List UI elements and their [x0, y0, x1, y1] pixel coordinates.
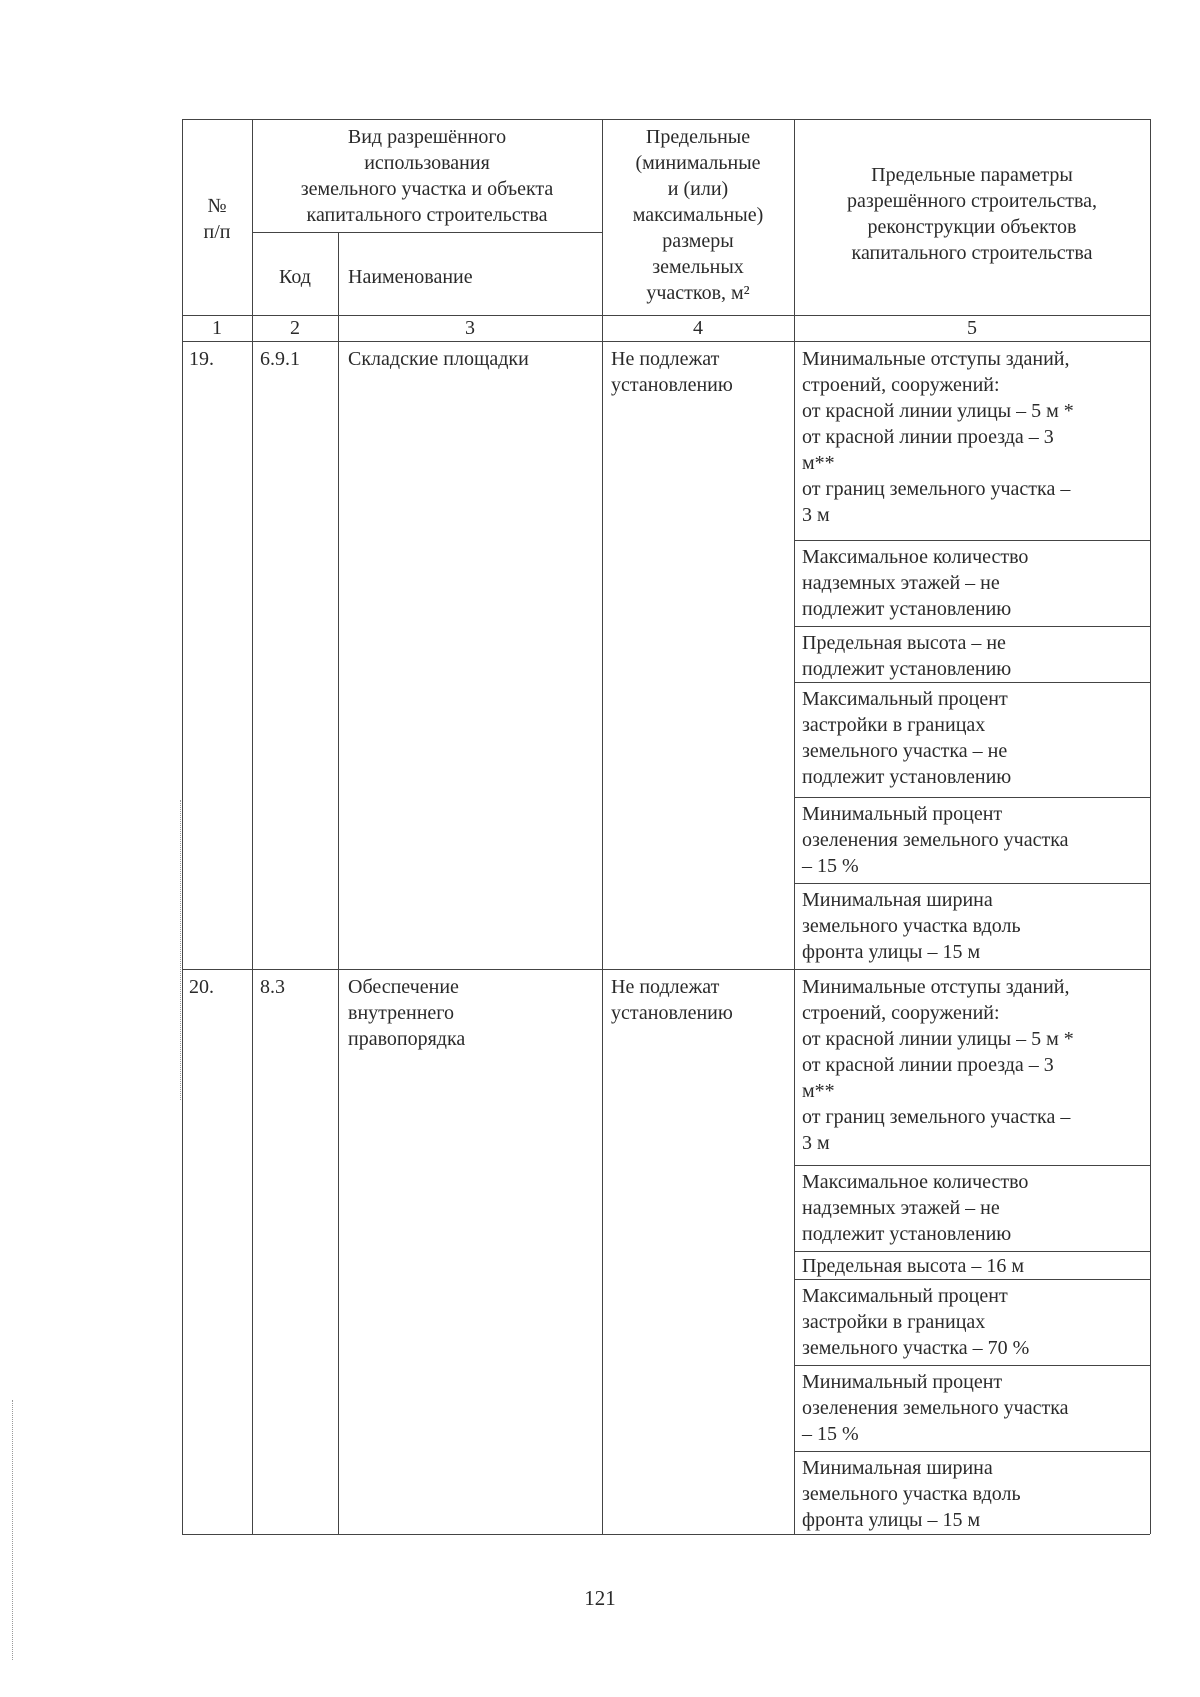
param-min-greening: Минимальный процент озеленения земельного участка – 15 % [802, 1371, 1069, 1445]
column-number-1: 1 [212, 317, 222, 339]
param-max-height: Предельная высота – 16 м [802, 1255, 1025, 1277]
row-plot-sizes: Не подлежат установлению [611, 348, 733, 396]
column-number-4: 4 [693, 317, 703, 339]
row-plot-sizes: Не подлежат установлению [611, 976, 733, 1024]
header-plot-sizes: Предельные (минимальные и (или) максимальные) размеры земельных участков, м² [632, 126, 764, 304]
column-number-2: 2 [290, 317, 300, 339]
row-name: Складские площадки [348, 348, 529, 370]
column-number-5: 5 [967, 317, 977, 339]
header-number: № п/п [203, 195, 231, 243]
row-number: 20. [189, 976, 214, 998]
param-setbacks: Минимальные отступы зданий, строений, сооружений: от красной линии улицы – 5 м * от красной линии проезда – 3 м** от границ земельного участка – 3 м [802, 348, 1074, 526]
scan-margin-mark [180, 800, 181, 1100]
param-setbacks: Минимальные отступы зданий, строений, сооружений: от красной линии улицы – 5 м * от красной линии проезда – 3 м** от границ земельного участка – 3 м [802, 976, 1074, 1154]
row-number: 19. [189, 348, 214, 370]
row-code: 8.3 [260, 976, 285, 998]
row-code: 6.9.1 [260, 348, 300, 370]
page-number: 121 [584, 1586, 616, 1610]
header-permitted-use: Вид разрешённого использования земельного участка и объекта капитального строительства [300, 126, 554, 226]
row-name: Обеспечение внутреннего правопорядка [348, 976, 466, 1050]
column-number-3: 3 [465, 317, 475, 339]
param-max-coverage: Максимальный процент застройки в границах земельного участка – не подлежит установлению [802, 688, 1012, 788]
param-max-height: Предельная высота – не подлежит установлению [802, 632, 1012, 680]
param-max-floors: Максимальное количество надземных этажей – не подлежит установлению [802, 1171, 1029, 1245]
header-name: Наименование [348, 266, 473, 288]
param-min-greening: Минимальный процент озеленения земельного участка – 15 % [802, 803, 1069, 877]
param-max-coverage: Максимальный процент застройки в границах земельного участка – 70 % [802, 1285, 1030, 1359]
header-code: Код [279, 266, 311, 288]
param-min-frontage: Минимальная ширина земельного участка вдоль фронта улицы – 15 м [802, 889, 1021, 963]
scan-margin-mark [12, 1400, 13, 1660]
param-max-floors: Максимальное количество надземных этажей – не подлежит установлению [802, 546, 1029, 620]
header-parameters: Предельные параметры разрешённого строительства, реконструкции объектов капитального строительства [847, 164, 1097, 264]
param-min-frontage: Минимальная ширина земельного участка вдоль фронта улицы – 15 м [802, 1457, 1021, 1531]
